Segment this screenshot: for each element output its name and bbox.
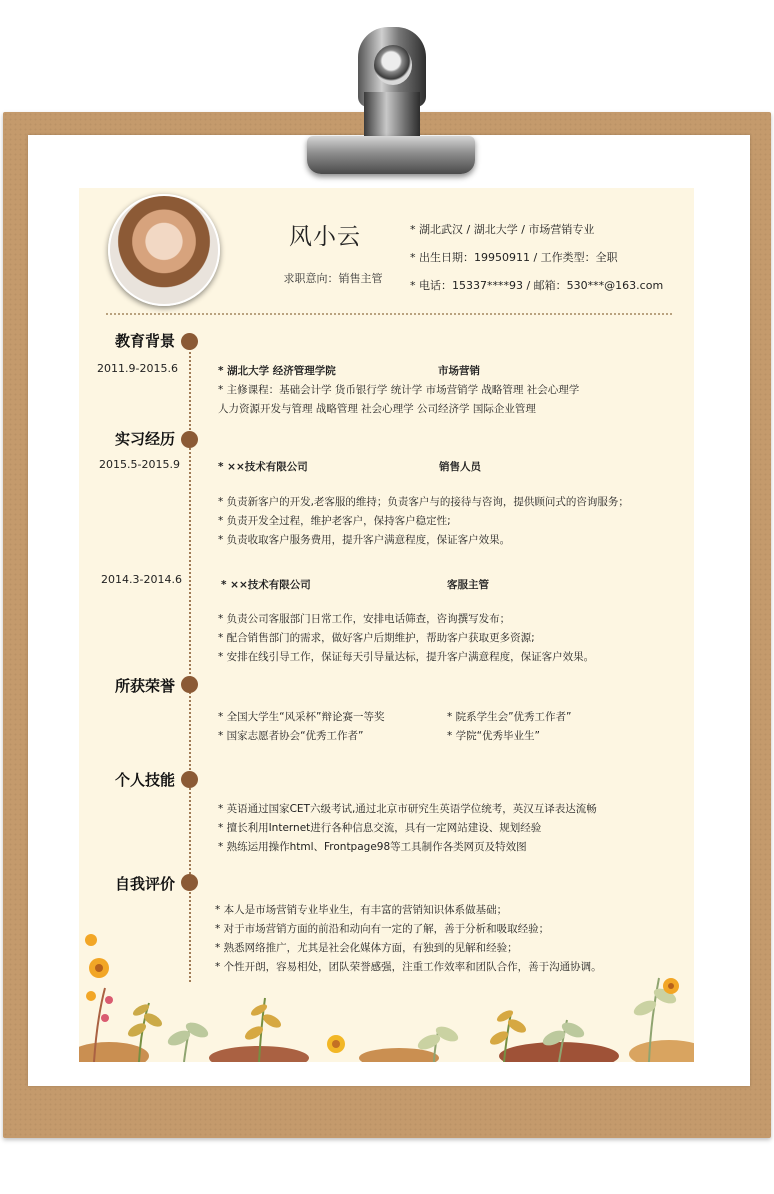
timeline-dot	[181, 333, 198, 350]
honor-item: * 国家志愿者协会“优秀工作者”	[218, 730, 364, 742]
profile-photo	[108, 194, 220, 306]
section-title-skills: 个人技能	[114, 771, 175, 789]
section-title-self-eval: 自我评价	[114, 875, 175, 893]
job-date: 2015.5-2015.9	[99, 458, 180, 471]
job-duty: * 负责收取客户服务费用，提升客户满意程度，保证客户效果。	[218, 534, 511, 546]
binder-clip-hole	[374, 45, 412, 85]
info-location: * 湖北武汉 / 湖北大学 / 市场营销专业	[410, 223, 595, 236]
timeline-dot	[181, 874, 198, 891]
job-duty: * 负责公司客服部门日常工作，安排电话筛查，咨询撰写发布；	[218, 613, 511, 625]
section-title-honors: 所获荣誉	[114, 677, 175, 695]
timeline-dot	[181, 771, 198, 788]
timeline-dot	[181, 431, 198, 448]
self-eval-item: * 个性开朗，容易相处，团队荣誉感强，注重工作效率和团队合作，善于沟通协调。	[215, 961, 602, 973]
job-company: * ××技术有限公司	[221, 579, 311, 591]
honor-item: * 全国大学生“风采杯”辩论赛一等奖	[218, 711, 385, 723]
education-courses-cont: 人力资源开发与管理 战略管理 社会心理学 公司经济学 国际企业管理	[218, 403, 536, 415]
education-major: 市场营销	[438, 365, 480, 377]
binder-clip-neck	[364, 92, 420, 136]
header-divider	[106, 313, 672, 315]
skill-item: * 熟练运用操作html、Frontpage98等工具制作各类网页及特效图	[218, 841, 527, 853]
info-birth: * 出生日期：19950911 / 工作类型：全职	[410, 251, 618, 264]
job-duty: * 负责开发全过程，维护老客户，保持客户稳定性;	[218, 515, 451, 527]
honor-item: * 院系学生会”优秀工作者”	[447, 711, 572, 723]
self-eval-item: * 对于市场营销方面的前沿和动向有一定的了解，善于分析和吸取经验；	[215, 923, 550, 935]
skill-item: * 擅长利用Internet进行各种信息交流，具有一定网站建设、规划经验	[218, 822, 542, 834]
section-title-internship: 实习经历	[114, 430, 175, 448]
timeline-dot	[181, 676, 198, 693]
job-duty: * 安排在线引导工作，保证每天引导量达标，提升客户满意程度，保证客户效果。	[218, 651, 595, 663]
job-date: 2014.3-2014.6	[101, 573, 182, 586]
job-role: 客服主管	[447, 579, 489, 591]
job-duty: * 负责新客户的开发,老客服的维持；负责客户与的接待与咨询，提供顾问式的咨询服务；	[218, 496, 629, 508]
education-school: * 湖北大学 经济管理学院	[218, 365, 336, 377]
honor-item: * 学院“优秀毕业生”	[447, 730, 540, 742]
job-company: * ××技术有限公司	[218, 461, 308, 473]
self-eval-item: * 熟悉网络推广，尤其是社会化媒体方面，有独到的见解和经验；	[215, 942, 518, 954]
education-date: 2011.9-2015.6	[97, 362, 178, 375]
education-courses: * 主修课程：基础会计学 货币银行学 统计学 市场营销学 战略管理 社会心理学	[218, 384, 580, 396]
section-title-education: 教育背景	[114, 332, 175, 350]
job-role: 销售人员	[439, 461, 481, 473]
binder-clip-base	[307, 136, 475, 174]
skill-item: * 英语通过国家CET六级考试,通过北京市研究生英语学位统考，英汉互译表达流畅	[218, 803, 597, 815]
job-duty: * 配合销售部门的需求，做好客户后期维护，帮助客户获取更多资源;	[218, 632, 535, 644]
job-intent: 求职意向：销售主管	[283, 272, 383, 285]
applicant-name: 风小云	[289, 224, 361, 250]
info-contact: * 电话：15337****93 / 邮箱：530***@163.com	[410, 279, 664, 292]
self-eval-item: * 本人是市场营销专业毕业生，有丰富的营销知识体系做基础；	[215, 904, 508, 916]
